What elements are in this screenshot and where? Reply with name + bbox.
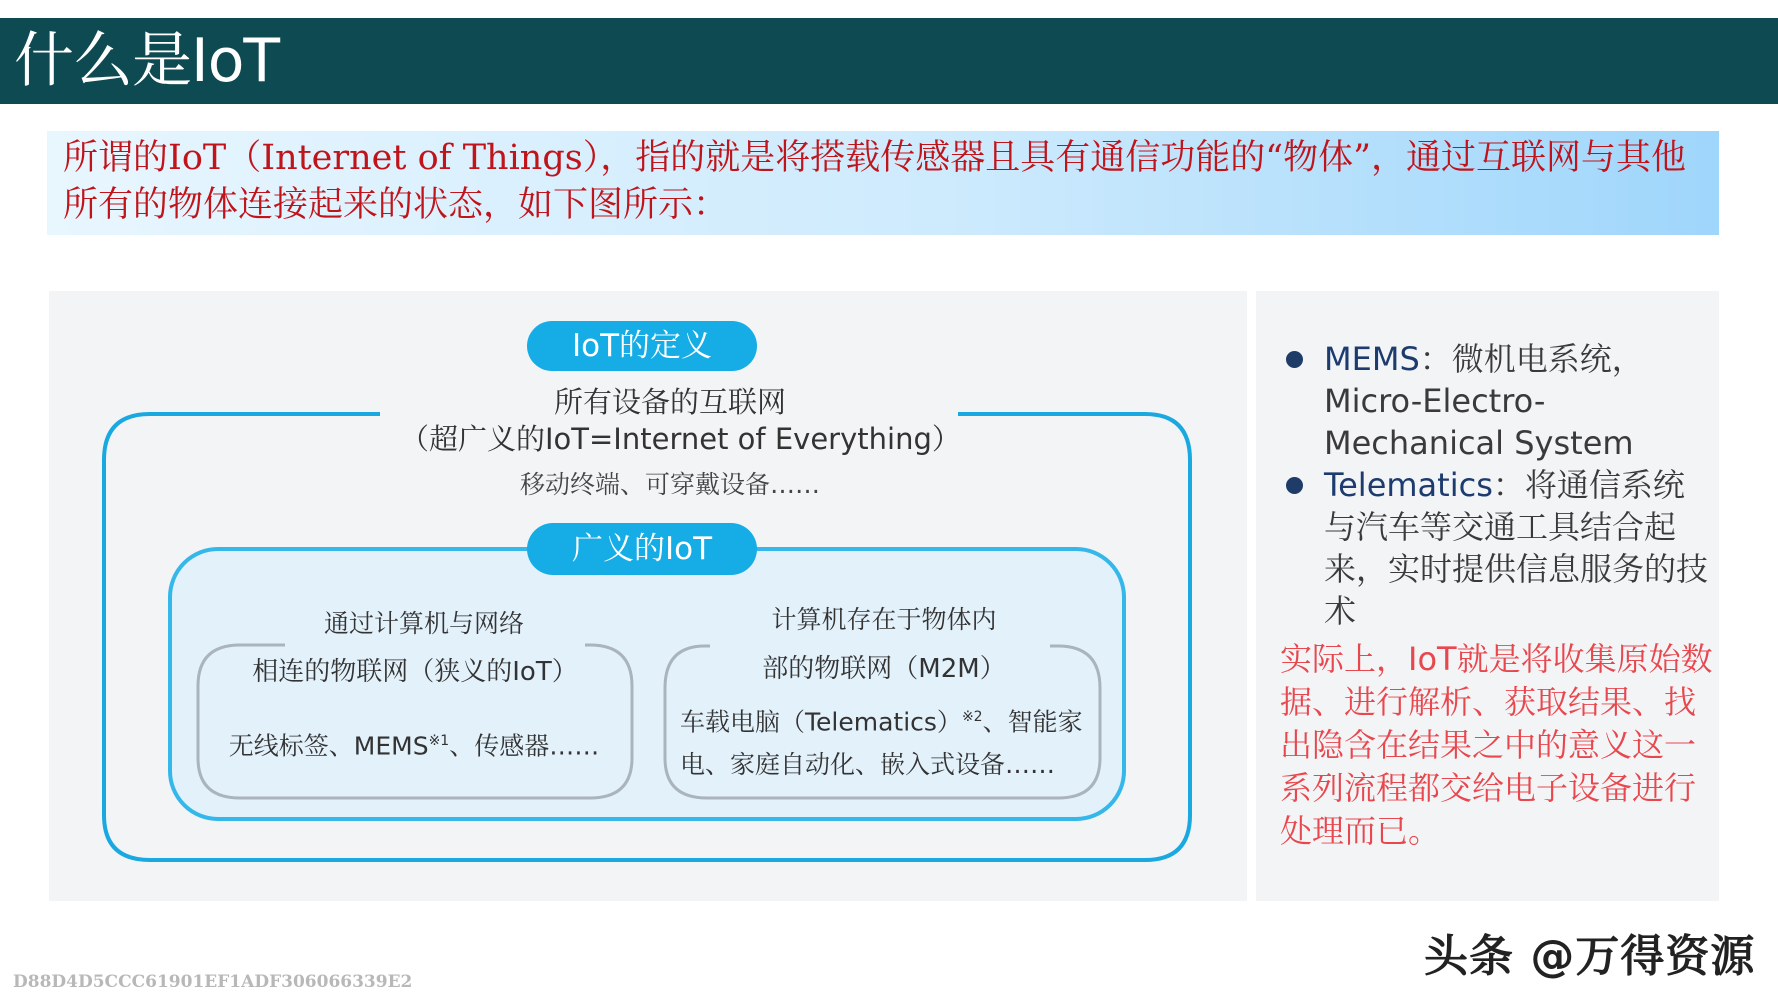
outer-line3: 移动终端、可穿戴设备…… (519, 470, 820, 499)
definition-pill: IoT的定义 (527, 321, 757, 371)
page-title: 什么是IoT (14, 26, 280, 96)
left-box-line2: 相连的物联网（狭义的IoT） (252, 657, 578, 687)
summary-note: 实际上，IoT就是将收集原始数据、进行解析、获取结果、找出隐含在结果之中的意义这一系列流程都交给电子设备进行处理而已。 (1280, 640, 1713, 850)
right-box-note2: ※2 (961, 709, 983, 725)
left-box-line3 (214, 724, 614, 763)
bullet-term: Telematics (1324, 466, 1493, 504)
right-box-line3-b: 、智能家 (982, 707, 1083, 737)
left-box-line3-b: 、传感器…… (449, 731, 600, 761)
broad-pill: 广义的IoT (527, 523, 757, 575)
left-box-line1: 通过计算机与网络 (323, 609, 524, 638)
right-box-line3 (680, 700, 1090, 739)
outer-line1: 所有设备的互联网 (553, 385, 786, 419)
definition-bullets (1282, 338, 1712, 632)
bullet-mems (1282, 338, 1712, 464)
bullet-desc: ：将通信系统与汽车等交通工具结合起来，实时提供信息服务的技术 (1324, 466, 1709, 630)
left-box-note1: ※1 (428, 733, 450, 749)
right-box-line4: 电、家庭自动化、嵌入式设备…… (680, 750, 1056, 779)
bullet-telematics (1282, 464, 1712, 632)
bullet-dot-icon (1286, 351, 1303, 368)
intro-text: 所谓的IoT（Internet of Things），指的就是将搭载传感器且具有通信功能的“物体”，通过互联网与其他所有的物体连接起来的状态，如下图所示： (63, 138, 1686, 225)
bullet-term: MEMS (1324, 340, 1420, 378)
outer-line2: （超广义的IoT=Internet of Everything） (400, 422, 961, 456)
right-box-line2: 部的物联网（M2M） (762, 654, 1006, 684)
right-box-line3-a: 车载电脑（Telematics） (680, 707, 962, 737)
right-box-line1: 计算机存在于物体内 (771, 605, 997, 634)
document-hash: D88D4D5CCC61901EF1ADF306066339E2 (13, 972, 413, 992)
watermark: 头条 @万得资源 (1424, 931, 1756, 982)
left-box-line3-a: 无线标签、MEMS (228, 731, 429, 761)
bullet-dot-icon (1286, 477, 1303, 494)
bullet-desc: ：微机电系统，Micro-Electro-Mechanical System (1324, 340, 1644, 462)
